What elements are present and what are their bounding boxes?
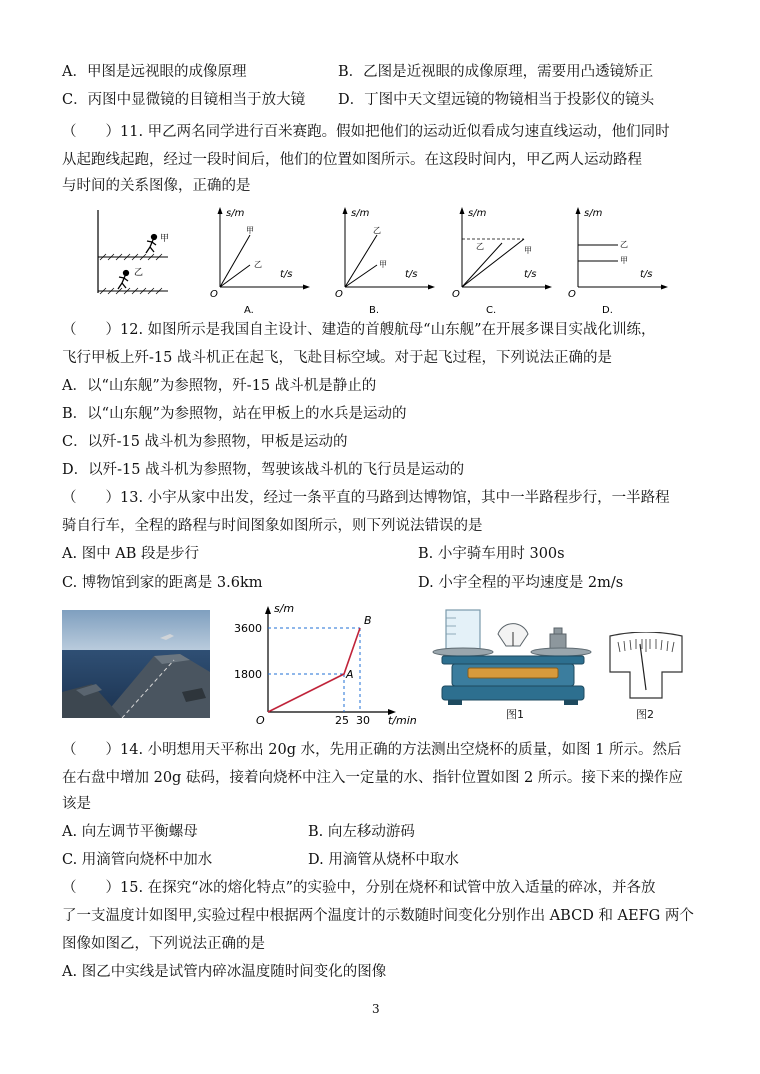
page-number: 3 bbox=[372, 1002, 380, 1016]
svg-text:乙: 乙 bbox=[476, 242, 484, 251]
q13-point-a: A bbox=[346, 668, 354, 681]
svg-text:s/m: s/m bbox=[226, 208, 245, 219]
track-label-yi: 乙 bbox=[134, 268, 144, 278]
q13-tick-25: 25 bbox=[335, 714, 349, 726]
q13-y-axis-label: s/m bbox=[274, 602, 295, 615]
q14-option-c: C. 用滴管向烧杯中加水 bbox=[62, 852, 213, 868]
svg-text:O: O bbox=[452, 289, 460, 300]
svg-text:甲: 甲 bbox=[379, 260, 387, 269]
q14-option-b: B. 向左移动游码 bbox=[308, 824, 415, 840]
svg-text:O: O bbox=[256, 714, 265, 726]
q12-stem-line1: （ ）12. 如图所示是我国自主设计、建造的首艘航母“山东舰”在开展多课目实战化训练， bbox=[62, 322, 656, 338]
svg-text:乙: 乙 bbox=[620, 240, 628, 249]
svg-text:乙: 乙 bbox=[254, 260, 262, 269]
runner-jia-icon bbox=[146, 235, 157, 254]
svg-text:s/m: s/m bbox=[584, 208, 603, 219]
q12-option-b: B．以“山东舰”为参照物，站在甲板上的水兵是运动的 bbox=[62, 406, 407, 422]
svg-text:t/s: t/s bbox=[524, 269, 537, 280]
svg-text:O: O bbox=[335, 289, 343, 300]
svg-text:甲: 甲 bbox=[246, 226, 254, 235]
q14-option-d: D. 用滴管从烧杯中取水 bbox=[308, 852, 459, 868]
q13-stem-line2: 骑自行车，全程的路程与时间图象如图所示，则下列说法错误的是 bbox=[62, 518, 483, 534]
q13-tick-3600: 3600 bbox=[234, 622, 262, 635]
runner-yi-icon bbox=[118, 271, 129, 290]
q11-graph-a-label: A. bbox=[244, 305, 254, 316]
q10-option-c: C．丙图中显微镜的目镜相当于放大镜 bbox=[62, 92, 306, 108]
svg-text:O: O bbox=[568, 289, 576, 300]
q11-graph-a bbox=[210, 207, 310, 316]
q14-stem-line3: 该是 bbox=[62, 796, 91, 812]
q13-option-b: B. 小宇骑车用时 300s bbox=[418, 546, 565, 562]
balance-scale-figure bbox=[428, 604, 598, 708]
q13-point-b: B bbox=[364, 614, 372, 627]
q13-tick-30: 30 bbox=[356, 714, 370, 726]
svg-text:t/s: t/s bbox=[640, 269, 653, 280]
q11-graph-c-label: C. bbox=[486, 305, 497, 316]
fig1-caption: 图1 bbox=[506, 708, 524, 721]
pointer-scale-figure bbox=[606, 632, 686, 702]
q14-stem-line2: 在右盘中增加 20g 砝码，接着向烧杯中注入一定量的水、指针位置如图 2 所示。接下来的操作应 bbox=[62, 770, 683, 786]
svg-text:甲: 甲 bbox=[524, 246, 532, 255]
q10-option-a: A．甲图是远视眼的成像原理 bbox=[62, 64, 247, 80]
q12-option-c: C．以歼-15 战斗机为参照物，甲板是运动的 bbox=[62, 434, 348, 450]
aircraft-carrier-photo bbox=[62, 610, 210, 718]
fig2-caption: 图2 bbox=[636, 708, 654, 721]
q13-tick-1800: 1800 bbox=[234, 668, 262, 681]
q11-graph-d bbox=[568, 207, 668, 316]
q11-stem-line1: （ ）11. 甲乙两名同学进行百米赛跑。假如把他们的运动近似看成匀速直线运动，他们同时 bbox=[62, 124, 670, 140]
q11-graph-c bbox=[452, 207, 552, 316]
svg-text:乙: 乙 bbox=[373, 226, 381, 235]
q15-stem-line1: （ ）15. 在探究“冰的熔化特点”的实验中，分别在烧杯和试管中放入适量的碎冰，并各放 bbox=[62, 880, 656, 896]
q13-option-a: A. 图中 AB 段是步行 bbox=[62, 546, 200, 562]
svg-text:s/m: s/m bbox=[468, 208, 487, 219]
q15-option-a: A. 图乙中实线是试管内碎冰温度随时间变化的图像 bbox=[62, 964, 387, 980]
q13-stem-line1: （ ）13. 小宇从家中出发，经过一条平直的马路到达博物馆，其中一半路程步行，一半路程 bbox=[62, 490, 670, 506]
svg-text:O: O bbox=[210, 289, 218, 300]
race-track-diagram bbox=[98, 210, 169, 294]
q11-stem-line3: 与时间的关系图像，正确的是 bbox=[62, 178, 251, 194]
q11-graph-d-label: D. bbox=[602, 305, 613, 316]
q10-option-b: B．乙图是近视眼的成像原理，需要用凸透镜矫正 bbox=[338, 64, 654, 80]
q13-x-axis-label: t/min bbox=[388, 714, 417, 726]
q15-stem-line2: 了一支温度计如图甲,实验过程中根据两个温度计的示数随时间变化分别作出 ABCD 和 AEFG 两个 bbox=[62, 908, 694, 924]
q13-distance-time-graph bbox=[230, 600, 430, 726]
q14-option-a: A. 向左调节平衡螺母 bbox=[62, 824, 198, 840]
q14-stem-line1: （ ）14. 小明想用天平称出 20g 水，先用正确的方法测出空烧杯的质量，如图 1 所示。然后 bbox=[62, 742, 682, 758]
q15-stem-line3: 图像如图乙，下列说法正确的是 bbox=[62, 936, 265, 952]
q10-option-d: D．丁图中天文望远镜的物镜相当于投影仪的镜头 bbox=[338, 92, 655, 108]
q11-graph-b bbox=[335, 207, 435, 316]
q12-stem-line2: 飞行甲板上歼-15 战斗机正在起飞，飞赴目标空域。对于起飞过程，下列说法正确的是 bbox=[62, 350, 612, 366]
q11-stem-line2: 从起跑线起跑，经过一段时间后，他们的位置如图所示。在这段时间内，甲乙两人运动路程 bbox=[62, 152, 642, 168]
q13-option-c: C. 博物馆到家的距离是 3.6km bbox=[62, 575, 263, 591]
q13-option-d: D. 小宇全程的平均速度是 2m/s bbox=[418, 575, 624, 591]
svg-text:t/s: t/s bbox=[405, 269, 418, 280]
q11-figure bbox=[90, 205, 680, 317]
svg-text:t/s: t/s bbox=[280, 269, 293, 280]
svg-text:s/m: s/m bbox=[351, 208, 370, 219]
track-label-jia: 甲 bbox=[160, 234, 170, 244]
q12-option-d: D．以歼-15 战斗机为参照物，驾驶该战斗机的飞行员是运动的 bbox=[62, 462, 465, 478]
q11-graph-b-label: B. bbox=[369, 305, 380, 316]
q12-option-a: A．以“山东舰”为参照物，歼-15 战斗机是静止的 bbox=[62, 378, 377, 394]
svg-text:甲: 甲 bbox=[620, 256, 628, 265]
